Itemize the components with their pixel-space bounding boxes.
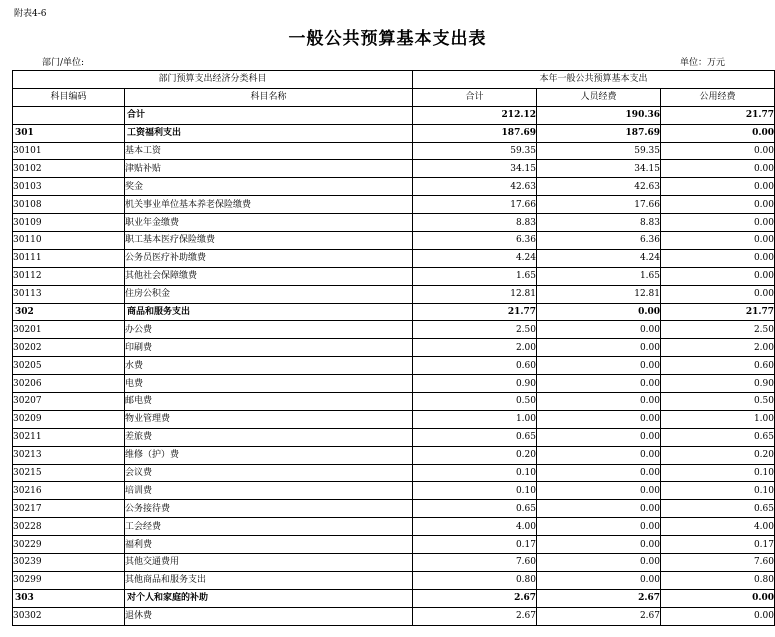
table-row — [13, 428, 775, 446]
row-public-cost: 21.77 — [661, 303, 775, 321]
group-header-classification: 部门预算支出经济分类科目 — [13, 71, 413, 89]
row-name: 津贴补贴 — [125, 160, 413, 178]
table-row — [13, 607, 775, 625]
row-code: 30103 — [13, 178, 125, 196]
row-personnel-cost: 1.65 — [537, 267, 661, 285]
row-total: 2.67 — [413, 607, 537, 625]
row-code: 30299 — [13, 571, 125, 589]
row-public-cost: 0.17 — [661, 536, 775, 554]
row-code: 30111 — [13, 249, 125, 267]
row-personnel-cost: 0.00 — [537, 518, 661, 536]
row-name: 基本工资 — [125, 142, 413, 160]
row-public-cost: 0.65 — [661, 500, 775, 518]
row-personnel-cost: 12.81 — [537, 285, 661, 303]
row-code: 30302 — [13, 607, 125, 625]
department-label: 部门/单位: — [42, 58, 85, 68]
table-row — [13, 178, 775, 196]
row-personnel-cost: 0.00 — [537, 393, 661, 411]
row-name: 奖金 — [125, 178, 413, 196]
row-name: 其他交通费用 — [125, 554, 413, 572]
row-name: 公务员医疗补助缴费 — [125, 249, 413, 267]
row-name: 住房公积金 — [125, 285, 413, 303]
row-personnel-cost: 42.63 — [537, 178, 661, 196]
row-name: 公务接待费 — [125, 500, 413, 518]
row-personnel-cost: 0.00 — [537, 321, 661, 339]
row-code: 301 — [13, 124, 125, 142]
column-header-personnel: 人员经费 — [537, 88, 661, 106]
column-header-total: 合计 — [413, 88, 537, 106]
row-name: 培训费 — [125, 482, 413, 500]
row-name: 工资福利支出 — [125, 124, 413, 142]
row-public-cost: 0.80 — [661, 571, 775, 589]
row-name: 印刷费 — [125, 339, 413, 357]
row-name: 水费 — [125, 357, 413, 375]
row-total: 4.24 — [413, 249, 537, 267]
table-column-header-row — [13, 88, 775, 106]
table-row — [13, 500, 775, 518]
row-personnel-cost: 0.00 — [537, 303, 661, 321]
row-public-cost: 4.00 — [661, 518, 775, 536]
table-row — [13, 196, 775, 214]
table-row — [13, 142, 775, 160]
table-row — [13, 357, 775, 375]
table-row — [13, 249, 775, 267]
table-row — [13, 339, 775, 357]
row-code: 303 — [13, 589, 125, 607]
row-code: 30108 — [13, 196, 125, 214]
row-total: 12.81 — [413, 285, 537, 303]
row-personnel-cost: 0.00 — [537, 571, 661, 589]
row-public-cost: 0.00 — [661, 232, 775, 250]
row-code: 30216 — [13, 482, 125, 500]
row-name: 合计 — [125, 106, 413, 124]
row-public-cost: 0.00 — [661, 267, 775, 285]
row-code: 30211 — [13, 428, 125, 446]
row-total: 0.17 — [413, 536, 537, 554]
table-row — [13, 232, 775, 250]
row-public-cost: 1.00 — [661, 410, 775, 428]
row-personnel-cost: 8.83 — [537, 214, 661, 232]
row-public-cost: 0.00 — [661, 285, 775, 303]
row-public-cost: 0.00 — [661, 249, 775, 267]
row-public-cost: 0.00 — [661, 160, 775, 178]
row-code: 30215 — [13, 464, 125, 482]
row-code: 302 — [13, 303, 125, 321]
row-name: 物业管理费 — [125, 410, 413, 428]
row-public-cost: 0.00 — [661, 214, 775, 232]
row-total: 4.00 — [413, 518, 537, 536]
row-total: 2.00 — [413, 339, 537, 357]
table-row — [13, 536, 775, 554]
table-row — [13, 267, 775, 285]
row-name: 职工基本医疗保险缴费 — [125, 232, 413, 250]
table-row — [13, 124, 775, 142]
table-row — [13, 410, 775, 428]
row-total: 21.77 — [413, 303, 537, 321]
unit-label: 单位：万元 — [680, 58, 726, 68]
row-name: 会议费 — [125, 464, 413, 482]
table-row — [13, 285, 775, 303]
row-code: 30110 — [13, 232, 125, 250]
row-public-cost: 0.20 — [661, 446, 775, 464]
row-public-cost: 0.00 — [661, 196, 775, 214]
row-public-cost: 0.00 — [661, 607, 775, 625]
row-code: 30201 — [13, 321, 125, 339]
row-personnel-cost: 6.36 — [537, 232, 661, 250]
row-name: 维修（护）费 — [125, 446, 413, 464]
row-public-cost: 0.10 — [661, 464, 775, 482]
table-row — [13, 303, 775, 321]
row-total: 212.12 — [413, 106, 537, 124]
row-total: 2.50 — [413, 321, 537, 339]
row-personnel-cost: 59.35 — [537, 142, 661, 160]
table-group-header-row — [13, 71, 775, 89]
row-total: 0.80 — [413, 571, 537, 589]
row-name: 工会经费 — [125, 518, 413, 536]
row-code — [13, 106, 125, 124]
row-personnel-cost: 0.00 — [537, 536, 661, 554]
page-title: 一般公共预算基本支出表 — [288, 29, 487, 49]
row-total: 0.20 — [413, 446, 537, 464]
row-code: 30205 — [13, 357, 125, 375]
row-public-cost: 0.00 — [661, 142, 775, 160]
table-row — [13, 518, 775, 536]
row-public-cost: 7.60 — [661, 554, 775, 572]
group-header-basic-expenditure: 本年一般公共预算基本支出 — [413, 71, 775, 89]
row-total: 0.90 — [413, 375, 537, 393]
row-name: 职业年金缴费 — [125, 214, 413, 232]
row-public-cost: 2.00 — [661, 339, 775, 357]
row-total: 0.50 — [413, 393, 537, 411]
row-personnel-cost: 2.67 — [537, 589, 661, 607]
row-personnel-cost: 0.00 — [537, 375, 661, 393]
row-total: 7.60 — [413, 554, 537, 572]
row-total: 17.66 — [413, 196, 537, 214]
row-code: 30239 — [13, 554, 125, 572]
row-personnel-cost: 0.00 — [537, 464, 661, 482]
table-row — [13, 160, 775, 178]
row-code: 30229 — [13, 536, 125, 554]
row-public-cost: 0.90 — [661, 375, 775, 393]
table-row — [13, 554, 775, 572]
row-name: 其他商品和服务支出 — [125, 571, 413, 589]
row-personnel-cost: 0.00 — [537, 500, 661, 518]
row-public-cost: 0.10 — [661, 482, 775, 500]
column-header-code: 科目编码 — [13, 88, 125, 106]
row-total: 187.69 — [413, 124, 537, 142]
row-total: 1.00 — [413, 410, 537, 428]
row-code: 30209 — [13, 410, 125, 428]
table-row — [13, 482, 775, 500]
row-personnel-cost: 4.24 — [537, 249, 661, 267]
row-code: 30113 — [13, 285, 125, 303]
row-name: 退休费 — [125, 607, 413, 625]
row-personnel-cost: 17.66 — [537, 196, 661, 214]
row-public-cost: 0.50 — [661, 393, 775, 411]
table-row — [13, 106, 775, 124]
row-total: 1.65 — [413, 267, 537, 285]
row-total: 0.10 — [413, 464, 537, 482]
column-header-name: 科目名称 — [125, 88, 413, 106]
table-row — [13, 571, 775, 589]
row-total: 0.65 — [413, 500, 537, 518]
table-row — [13, 446, 775, 464]
row-name: 电费 — [125, 375, 413, 393]
row-code: 30202 — [13, 339, 125, 357]
row-public-cost: 2.50 — [661, 321, 775, 339]
row-name: 差旅费 — [125, 428, 413, 446]
annex-label: 附表4-6 — [14, 9, 47, 19]
table-row — [13, 321, 775, 339]
row-total: 0.10 — [413, 482, 537, 500]
row-personnel-cost: 2.67 — [537, 607, 661, 625]
column-header-public: 公用经费 — [661, 88, 775, 106]
row-personnel-cost: 0.00 — [537, 482, 661, 500]
row-personnel-cost: 0.00 — [537, 446, 661, 464]
row-public-cost: 0.00 — [661, 178, 775, 196]
row-personnel-cost: 187.69 — [537, 124, 661, 142]
row-code: 30112 — [13, 267, 125, 285]
row-name: 邮电费 — [125, 393, 413, 411]
row-total: 59.35 — [413, 142, 537, 160]
row-name: 机关事业单位基本养老保险缴费 — [125, 196, 413, 214]
row-public-cost: 0.60 — [661, 357, 775, 375]
row-personnel-cost: 0.00 — [537, 357, 661, 375]
row-name: 福利费 — [125, 536, 413, 554]
row-personnel-cost: 0.00 — [537, 554, 661, 572]
row-personnel-cost: 0.00 — [537, 410, 661, 428]
row-code: 30109 — [13, 214, 125, 232]
row-name: 办公费 — [125, 321, 413, 339]
row-code: 30206 — [13, 375, 125, 393]
row-total: 8.83 — [413, 214, 537, 232]
row-total: 0.65 — [413, 428, 537, 446]
row-personnel-cost: 34.15 — [537, 160, 661, 178]
table-row — [13, 393, 775, 411]
row-personnel-cost: 0.00 — [537, 428, 661, 446]
row-public-cost: 0.65 — [661, 428, 775, 446]
table-row — [13, 375, 775, 393]
row-personnel-cost: 0.00 — [537, 339, 661, 357]
table-row — [13, 214, 775, 232]
row-personnel-cost: 190.36 — [537, 106, 661, 124]
row-total: 34.15 — [413, 160, 537, 178]
row-code: 30217 — [13, 500, 125, 518]
row-total: 6.36 — [413, 232, 537, 250]
row-public-cost: 21.77 — [661, 106, 775, 124]
row-total: 42.63 — [413, 178, 537, 196]
row-total: 0.60 — [413, 357, 537, 375]
row-name: 商品和服务支出 — [125, 303, 413, 321]
row-public-cost: 0.00 — [661, 589, 775, 607]
row-code: 30207 — [13, 393, 125, 411]
table-row — [13, 464, 775, 482]
row-code: 30213 — [13, 446, 125, 464]
row-public-cost: 0.00 — [661, 124, 775, 142]
row-total: 2.67 — [413, 589, 537, 607]
table-row — [13, 589, 775, 607]
budget-table — [12, 70, 775, 626]
row-code: 30102 — [13, 160, 125, 178]
row-code: 30228 — [13, 518, 125, 536]
row-code: 30101 — [13, 142, 125, 160]
row-name: 其他社会保障缴费 — [125, 267, 413, 285]
row-name: 对个人和家庭的补助 — [125, 589, 413, 607]
